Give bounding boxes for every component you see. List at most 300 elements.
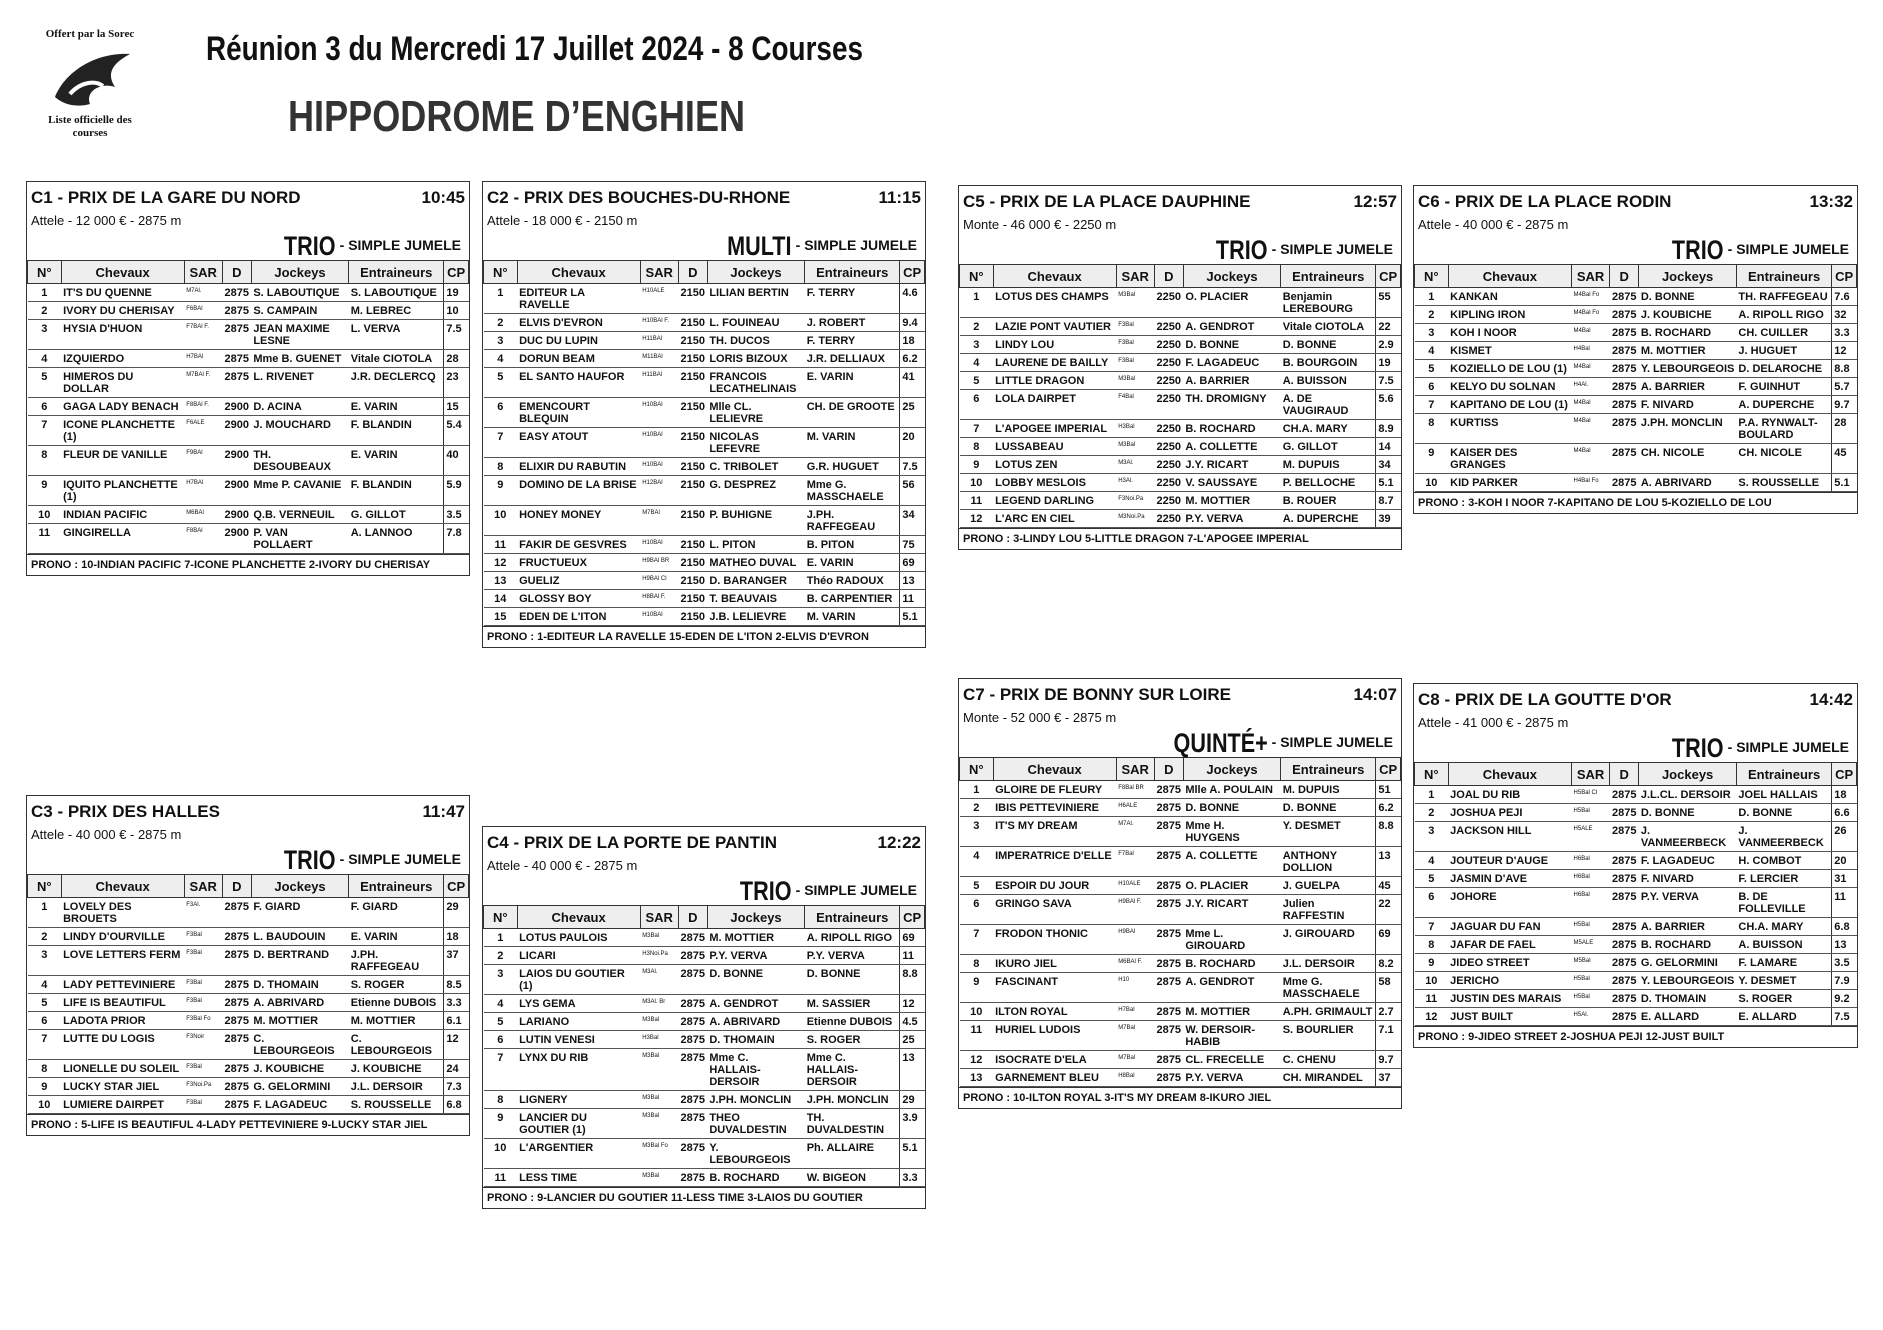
runner-dist: 2875 bbox=[1610, 822, 1639, 852]
runner-horse: EASY ATOUT bbox=[517, 428, 640, 458]
bet-type-suffix: - SIMPLE JUMELE bbox=[1723, 241, 1849, 257]
runner-num: 3 bbox=[28, 320, 62, 350]
runner-dist: 2875 bbox=[222, 994, 251, 1012]
runner-num: 10 bbox=[28, 506, 62, 524]
runner-trainer: A. DE VAUGIRAUD bbox=[1281, 390, 1376, 420]
runner-cp: 18 bbox=[1832, 786, 1857, 804]
runner-num: 1 bbox=[484, 284, 518, 314]
runner-num: 10 bbox=[1415, 474, 1449, 492]
table-row bbox=[1415, 1008, 1857, 1026]
runner-sar: M7Bal bbox=[1116, 1051, 1154, 1069]
bet-type bbox=[27, 230, 469, 260]
runner-horse: HONEY MONEY bbox=[517, 506, 640, 536]
runner-dist: 2875 bbox=[1154, 877, 1183, 895]
table-row bbox=[28, 898, 469, 928]
runner-cp: 39 bbox=[1376, 510, 1401, 528]
table-row bbox=[1415, 822, 1857, 852]
race-card-c6 bbox=[1413, 185, 1858, 514]
col-num-header: N° bbox=[960, 265, 994, 288]
runner-horse: KANKAN bbox=[1448, 288, 1571, 306]
table-row bbox=[960, 510, 1401, 528]
runner-cp: 7.8 bbox=[444, 524, 469, 554]
table-row bbox=[28, 506, 469, 524]
runner-num: 8 bbox=[1415, 414, 1449, 444]
runner-num: 2 bbox=[28, 302, 62, 320]
runner-trainer: P. BELLOCHE bbox=[1281, 474, 1376, 492]
runner-dist: 2150 bbox=[678, 350, 707, 368]
table-row bbox=[960, 288, 1401, 318]
table-row bbox=[1415, 474, 1857, 492]
runner-sar: F3Bal bbox=[184, 946, 222, 976]
runner-trainer: J.PH. MONCLIN bbox=[805, 1091, 900, 1109]
runner-jockey: F. NIVARD bbox=[1639, 396, 1737, 414]
runner-jockey: Y. LEBOURGEOIS bbox=[1639, 360, 1737, 378]
runner-sar: M3Bal bbox=[640, 1091, 678, 1109]
runner-dist: 2875 bbox=[1154, 925, 1183, 955]
table-row bbox=[960, 354, 1401, 372]
runner-num: 12 bbox=[960, 1051, 994, 1069]
runner-cp: 20 bbox=[1832, 852, 1857, 870]
runner-cp: 8.8 bbox=[1376, 817, 1401, 847]
runner-jockey: A. GENDROT bbox=[1183, 973, 1280, 1003]
runner-horse: IT'S DU QUENNE bbox=[61, 284, 184, 302]
runner-num: 4 bbox=[1415, 852, 1449, 870]
table-row bbox=[1415, 918, 1857, 936]
runner-horse: KID PARKER bbox=[1448, 474, 1571, 492]
col-cp-header: CP bbox=[444, 875, 469, 898]
runner-jockey: B. ROCHARD bbox=[1183, 955, 1280, 973]
runner-sar: F8BAl F. bbox=[184, 398, 222, 416]
runner-sar: F3Al. bbox=[184, 898, 222, 928]
runner-num: 3 bbox=[484, 965, 518, 995]
runner-trainer: B. PITON bbox=[805, 536, 900, 554]
col-sar-header: SAR bbox=[1572, 763, 1610, 786]
runner-sar: M7BAl bbox=[640, 506, 678, 536]
runner-sar: M3Al. bbox=[640, 965, 678, 995]
runner-cp: 13 bbox=[1832, 936, 1857, 954]
runner-num: 3 bbox=[28, 946, 62, 976]
table-row bbox=[960, 1051, 1401, 1069]
race-card-c2 bbox=[482, 181, 926, 648]
table-row bbox=[960, 955, 1401, 973]
runner-horse: IKURO JIEL bbox=[993, 955, 1116, 973]
table-row bbox=[484, 554, 925, 572]
race-time: 14:07 bbox=[1353, 685, 1397, 704]
runner-num: 6 bbox=[960, 895, 994, 925]
runner-horse: JOSHUA PEJI bbox=[1448, 804, 1571, 822]
runner-sar: F6BAl bbox=[184, 302, 222, 320]
runner-trainer: E. VARIN bbox=[349, 928, 444, 946]
runner-jockey: L. PITON bbox=[707, 536, 804, 554]
col-sar-header: SAR bbox=[1572, 265, 1610, 288]
runner-dist: 2250 bbox=[1154, 372, 1183, 390]
runner-horse: JOUTEUR D'AUGE bbox=[1448, 852, 1571, 870]
runner-sar: H10BAl bbox=[640, 458, 678, 476]
runner-horse: HIMEROS DU DOLLAR bbox=[61, 368, 184, 398]
runner-jockey: P.Y. VERVA bbox=[1183, 510, 1280, 528]
runner-trainer: G. GILLOT bbox=[349, 506, 444, 524]
runner-jockey: THEO DUVALDESTIN bbox=[707, 1109, 804, 1139]
horseshoe-logo-icon bbox=[45, 42, 135, 112]
runner-num: 5 bbox=[484, 368, 518, 398]
col-dist-header: D bbox=[1610, 265, 1639, 288]
table-row bbox=[960, 895, 1401, 925]
runner-horse: KURTISS bbox=[1448, 414, 1571, 444]
runner-horse: LANCIER DU GOUTIER (1) bbox=[517, 1109, 640, 1139]
bet-type-suffix: - SIMPLE JUMELE bbox=[1267, 734, 1393, 750]
runner-trainer: Etienne DUBOIS bbox=[349, 994, 444, 1012]
runner-cp: 8.7 bbox=[1376, 492, 1401, 510]
runner-cp: 11 bbox=[1832, 888, 1857, 918]
runner-sar: F3Bal bbox=[184, 928, 222, 946]
col-dist-header: D bbox=[1154, 265, 1183, 288]
runner-horse: JUST BUILT bbox=[1448, 1008, 1571, 1026]
runner-trainer: F. BLANDIN bbox=[349, 476, 444, 506]
runner-horse: LAIOS DU GOUTIER (1) bbox=[517, 965, 640, 995]
runner-sar: F3Bal bbox=[1116, 354, 1154, 372]
runner-trainer: A. RIPOLL RIGO bbox=[1736, 306, 1831, 324]
runner-dist: 2150 bbox=[678, 536, 707, 554]
runner-cp: 8.8 bbox=[1832, 360, 1857, 378]
runner-horse: LOTUS ZEN bbox=[993, 456, 1116, 474]
runner-num: 3 bbox=[960, 817, 994, 847]
runner-jockey: M. MOTTIER bbox=[1639, 342, 1737, 360]
bet-type-suffix: - SIMPLE JUMELE bbox=[335, 851, 461, 867]
runner-num: 13 bbox=[960, 1069, 994, 1087]
runner-sar: F7BAl F. bbox=[184, 320, 222, 350]
col-num-header: N° bbox=[28, 261, 62, 284]
runner-num: 6 bbox=[1415, 378, 1449, 396]
runner-dist: 2875 bbox=[1154, 955, 1183, 973]
runner-cp: 12 bbox=[1832, 342, 1857, 360]
runner-cp: 45 bbox=[1376, 877, 1401, 895]
col-num-header: N° bbox=[28, 875, 62, 898]
runner-cp: 32 bbox=[1832, 306, 1857, 324]
runner-trainer: J.L. DERSOIR bbox=[349, 1078, 444, 1096]
runner-trainer: CH.A. MARY bbox=[1736, 918, 1831, 936]
runner-sar: M3Noi.Pa bbox=[1116, 510, 1154, 528]
runner-dist: 2875 bbox=[678, 1109, 707, 1139]
runner-sar: H6Bal bbox=[1572, 852, 1610, 870]
runner-sar: M3Bal bbox=[640, 1013, 678, 1031]
runner-num: 2 bbox=[1415, 804, 1449, 822]
runner-jockey: A. BARRIER bbox=[1183, 372, 1280, 390]
runner-jockey: D. BONNE bbox=[1639, 288, 1737, 306]
table-header-row bbox=[28, 261, 469, 284]
runner-sar: H8Bal bbox=[1116, 1069, 1154, 1087]
runner-num: 9 bbox=[484, 476, 518, 506]
table-row bbox=[484, 1091, 925, 1109]
runner-horse: IQUITO PLANCHETTE (1) bbox=[61, 476, 184, 506]
runner-cp: 45 bbox=[1832, 444, 1857, 474]
runner-jockey: Mme P. CAVANIE bbox=[251, 476, 348, 506]
runner-jockey: J.L.CL. DERSOIR bbox=[1639, 786, 1737, 804]
bet-type-main: QUINTÉ+ bbox=[1173, 728, 1268, 758]
runner-cp: 25 bbox=[900, 398, 925, 428]
col-num-header: N° bbox=[960, 758, 994, 781]
runner-sar: H5ALE bbox=[1572, 822, 1610, 852]
runner-dist: 2875 bbox=[1154, 781, 1183, 799]
runner-trainer: CH. CUILLER bbox=[1736, 324, 1831, 342]
runner-dist: 2250 bbox=[1154, 438, 1183, 456]
runner-horse: ILTON ROYAL bbox=[993, 1003, 1116, 1021]
table-row bbox=[1415, 786, 1857, 804]
table-row bbox=[960, 1069, 1401, 1087]
runner-dist: 2150 bbox=[678, 284, 707, 314]
runner-cp: 58 bbox=[1376, 973, 1401, 1003]
runner-num: 9 bbox=[28, 476, 62, 506]
runner-horse: LADOTA PRIOR bbox=[61, 1012, 184, 1030]
bet-type-main: TRIO bbox=[284, 845, 336, 875]
runner-num: 11 bbox=[484, 1169, 518, 1187]
table-row bbox=[960, 372, 1401, 390]
runner-dist: 2875 bbox=[1154, 1051, 1183, 1069]
runner-sar: H10ALE bbox=[1116, 877, 1154, 895]
table-header-row bbox=[1415, 763, 1857, 786]
runner-cp: 20 bbox=[900, 428, 925, 458]
runner-horse: GLOIRE DE FLEURY bbox=[993, 781, 1116, 799]
runner-dist: 2875 bbox=[1610, 972, 1639, 990]
runner-trainer: D. BONNE bbox=[1281, 799, 1376, 817]
runner-jockey: B. ROCHARD bbox=[1639, 324, 1737, 342]
runner-cp: 3.3 bbox=[900, 1169, 925, 1187]
runner-num: 8 bbox=[28, 446, 62, 476]
runner-sar: M3Bal bbox=[640, 1169, 678, 1187]
runner-horse: KELYO DU SOLNAN bbox=[1448, 378, 1571, 396]
runner-trainer: A. RIPOLL RIGO bbox=[805, 929, 900, 947]
runner-sar: H10 bbox=[1116, 973, 1154, 1003]
runner-horse: FRUCTUEUX bbox=[517, 554, 640, 572]
runner-horse: FLEUR DE VANILLE bbox=[61, 446, 184, 476]
runner-horse: LUTTE DU LOGIS bbox=[61, 1030, 184, 1060]
runner-num: 7 bbox=[28, 416, 62, 446]
runner-trainer: CH. DE GROOTE bbox=[805, 398, 900, 428]
runner-horse: LYNX DU RIB bbox=[517, 1049, 640, 1091]
runner-cp: 7.1 bbox=[1376, 1021, 1401, 1051]
runner-jockey: Mme C. HALLAIS-DERSOIR bbox=[707, 1049, 804, 1091]
race-info: Attele - 41 000 € - 2875 m bbox=[1418, 715, 1569, 730]
runner-horse: JASMIN D'AVE bbox=[1448, 870, 1571, 888]
table-row bbox=[484, 1013, 925, 1031]
table-row bbox=[1415, 414, 1857, 444]
runner-trainer: P.Y. VERVA bbox=[805, 947, 900, 965]
runner-num: 4 bbox=[484, 995, 518, 1013]
runner-trainer: E. VARIN bbox=[805, 368, 900, 398]
runner-sar: M3Bal bbox=[640, 929, 678, 947]
runner-num: 12 bbox=[960, 510, 994, 528]
runner-jockey: P. VAN POLLAERT bbox=[251, 524, 348, 554]
runner-jockey: A. COLLETTE bbox=[1183, 438, 1280, 456]
col-jockey-header: Jockeys bbox=[707, 261, 804, 284]
race-prono: PRONO : 3-KOH I NOOR 7-KAPITANO DE LOU 5-KOZIELLO DE LOU bbox=[1414, 492, 1857, 513]
runner-dist: 2150 bbox=[678, 314, 707, 332]
runners-table bbox=[1414, 264, 1857, 492]
runner-cp: 5.7 bbox=[1832, 378, 1857, 396]
runner-sar: F9BAl bbox=[184, 446, 222, 476]
col-sar-header: SAR bbox=[184, 261, 222, 284]
runner-dist: 2250 bbox=[1154, 318, 1183, 336]
runner-trainer: G. GILLOT bbox=[1281, 438, 1376, 456]
runner-jockey: LILIAN BERTIN bbox=[707, 284, 804, 314]
runner-dist: 2150 bbox=[678, 332, 707, 350]
runner-horse: FRODON THONIC bbox=[993, 925, 1116, 955]
runner-trainer: Ph. ALLAIRE bbox=[805, 1139, 900, 1169]
runner-sar: M6BAl bbox=[184, 506, 222, 524]
runner-dist: 2150 bbox=[678, 572, 707, 590]
runners-table bbox=[27, 874, 469, 1114]
runner-dist: 2900 bbox=[222, 506, 251, 524]
runner-cp: 7.5 bbox=[900, 458, 925, 476]
runner-sar: F3Bal Fo bbox=[184, 1012, 222, 1030]
race-name: C4 - PRIX DE LA PORTE DE PANTIN bbox=[487, 833, 777, 852]
race-time: 12:57 bbox=[1353, 192, 1397, 211]
runner-trainer: Etienne DUBOIS bbox=[805, 1013, 900, 1031]
runner-jockey: TH. DESOUBEAUX bbox=[251, 446, 348, 476]
runner-num: 3 bbox=[960, 336, 994, 354]
race-time: 14:42 bbox=[1809, 690, 1853, 709]
runner-sar: M5Bal bbox=[1572, 954, 1610, 972]
col-cp-header: CP bbox=[1832, 763, 1857, 786]
runner-sar: H6Bal bbox=[1572, 888, 1610, 918]
runner-trainer: B. ROUER bbox=[1281, 492, 1376, 510]
table-row bbox=[484, 350, 925, 368]
runner-horse: KOZIELLO DE LOU (1) bbox=[1448, 360, 1571, 378]
runner-sar: F3Bal bbox=[184, 994, 222, 1012]
table-row bbox=[960, 973, 1401, 1003]
race-prono: PRONO : 10-INDIAN PACIFIC 7-ICONE PLANCHETTE 2-IVORY DU CHERISAY bbox=[27, 554, 469, 575]
runner-jockey: D. BONNE bbox=[1183, 799, 1280, 817]
runner-jockey: J. KOUBICHE bbox=[1639, 306, 1737, 324]
runner-jockey: G. GELORMINI bbox=[251, 1078, 348, 1096]
runner-sar: M3Bal bbox=[640, 1049, 678, 1091]
runner-cp: 2.7 bbox=[1376, 1003, 1401, 1021]
runner-trainer: Théo RADOUX bbox=[805, 572, 900, 590]
runner-num: 15 bbox=[484, 608, 518, 626]
runner-num: 2 bbox=[960, 318, 994, 336]
runner-sar: H5Bal bbox=[1572, 972, 1610, 990]
runner-num: 4 bbox=[960, 354, 994, 372]
runner-trainer: Mme C. HALLAIS-DERSOIR bbox=[805, 1049, 900, 1091]
runner-dist: 2875 bbox=[222, 368, 251, 398]
runner-sar: M7Bal bbox=[1116, 1021, 1154, 1051]
runner-dist: 2875 bbox=[1610, 306, 1639, 324]
runner-sar: F3Noi.Pa bbox=[1116, 492, 1154, 510]
runner-dist: 2875 bbox=[222, 1078, 251, 1096]
runner-dist: 2875 bbox=[1610, 870, 1639, 888]
runner-dist: 2250 bbox=[1154, 336, 1183, 354]
runner-num: 5 bbox=[28, 994, 62, 1012]
runner-jockey: M. MOTTIER bbox=[1183, 492, 1280, 510]
runner-jockey: FRANCOIS LECATHELINAIS bbox=[707, 368, 804, 398]
runner-sar: F8BAl bbox=[184, 524, 222, 554]
runner-num: 1 bbox=[484, 929, 518, 947]
race-name: C6 - PRIX DE LA PLACE RODIN bbox=[1418, 192, 1672, 211]
bet-type bbox=[483, 230, 925, 260]
runner-cp: 37 bbox=[444, 946, 469, 976]
table-header-row bbox=[484, 906, 925, 929]
runner-sar: H10BAl bbox=[640, 536, 678, 554]
runner-sar: H4Al. bbox=[1572, 378, 1610, 396]
runner-cp: 5.9 bbox=[444, 476, 469, 506]
runner-jockey: J.Y. RICART bbox=[1183, 895, 1280, 925]
table-header-row bbox=[28, 875, 469, 898]
runner-jockey: TH. DROMIGNY bbox=[1183, 390, 1280, 420]
runner-jockey: S. LABOUTIQUE bbox=[251, 284, 348, 302]
table-row bbox=[1415, 306, 1857, 324]
runner-trainer: B. CARPENTIER bbox=[805, 590, 900, 608]
runner-num: 9 bbox=[484, 1109, 518, 1139]
runner-num: 2 bbox=[484, 947, 518, 965]
runner-trainer: M. DUPUIS bbox=[1281, 456, 1376, 474]
runner-trainer: J. GUELPA bbox=[1281, 877, 1376, 895]
runner-dist: 2875 bbox=[678, 995, 707, 1013]
runner-cp: 6.2 bbox=[900, 350, 925, 368]
col-dist-header: D bbox=[222, 261, 251, 284]
col-dist-header: D bbox=[678, 261, 707, 284]
runner-sar: F6ALE bbox=[184, 416, 222, 446]
runner-num: 1 bbox=[1415, 288, 1449, 306]
runner-horse: JAGUAR DU FAN bbox=[1448, 918, 1571, 936]
runner-jockey: P.Y. VERVA bbox=[1183, 1069, 1280, 1087]
runner-horse: IZQUIERDO bbox=[61, 350, 184, 368]
runner-num: 11 bbox=[960, 492, 994, 510]
race-card-c1 bbox=[26, 181, 470, 576]
runner-horse: LUTIN VENESI bbox=[517, 1031, 640, 1049]
runner-cp: 5.6 bbox=[1376, 390, 1401, 420]
bet-type-suffix: - SIMPLE JUMELE bbox=[1267, 241, 1393, 257]
race-info: Attele - 40 000 € - 2875 m bbox=[1418, 217, 1569, 232]
race-card-c7 bbox=[958, 678, 1402, 1109]
logo-bottom-text: Liste officielle des courses bbox=[48, 114, 132, 139]
runner-cp: 6.8 bbox=[1832, 918, 1857, 936]
table-row bbox=[960, 877, 1401, 895]
table-row bbox=[960, 318, 1401, 336]
race-card-c5 bbox=[958, 185, 1402, 550]
runner-jockey: A. COLLETTE bbox=[1183, 847, 1280, 877]
runner-jockey: L. BAUDOUIN bbox=[251, 928, 348, 946]
runner-horse: GINGIRELLA bbox=[61, 524, 184, 554]
runner-trainer: W. BIGEON bbox=[805, 1169, 900, 1187]
runner-num: 10 bbox=[960, 1003, 994, 1021]
runner-dist: 2875 bbox=[222, 928, 251, 946]
runner-trainer: J. VANMEERBECK bbox=[1736, 822, 1831, 852]
runner-cp: 15 bbox=[444, 398, 469, 416]
runner-cp: 3.5 bbox=[1832, 954, 1857, 972]
runner-dist: 2250 bbox=[1154, 456, 1183, 474]
runner-cp: 41 bbox=[900, 368, 925, 398]
race-name: C5 - PRIX DE LA PLACE DAUPHINE bbox=[963, 192, 1251, 211]
runner-dist: 2875 bbox=[678, 1013, 707, 1031]
runner-num: 10 bbox=[960, 474, 994, 492]
runner-jockey: P. BUHIGNE bbox=[707, 506, 804, 536]
runner-trainer: CH. NICOLE bbox=[1736, 444, 1831, 474]
runner-trainer: L. VERVA bbox=[349, 320, 444, 350]
runner-num: 4 bbox=[28, 350, 62, 368]
col-jockey-header: Jockeys bbox=[251, 261, 348, 284]
runner-sar: H10BAl bbox=[640, 608, 678, 626]
runner-jockey: E. ALLARD bbox=[1639, 1008, 1737, 1026]
col-horse-header: Chevaux bbox=[517, 261, 640, 284]
runner-trainer: E. ALLARD bbox=[1736, 1008, 1831, 1026]
runner-horse: KAPITANO DE LOU (1) bbox=[1448, 396, 1571, 414]
runner-cp: 56 bbox=[900, 476, 925, 506]
runner-jockey: D. BONNE bbox=[1183, 336, 1280, 354]
runner-sar: H3Noi.Pa bbox=[640, 947, 678, 965]
table-row bbox=[484, 1049, 925, 1091]
runner-sar: F4Bal bbox=[1116, 390, 1154, 420]
table-row bbox=[1415, 396, 1857, 414]
bet-type-suffix: - SIMPLE JUMELE bbox=[335, 237, 461, 253]
